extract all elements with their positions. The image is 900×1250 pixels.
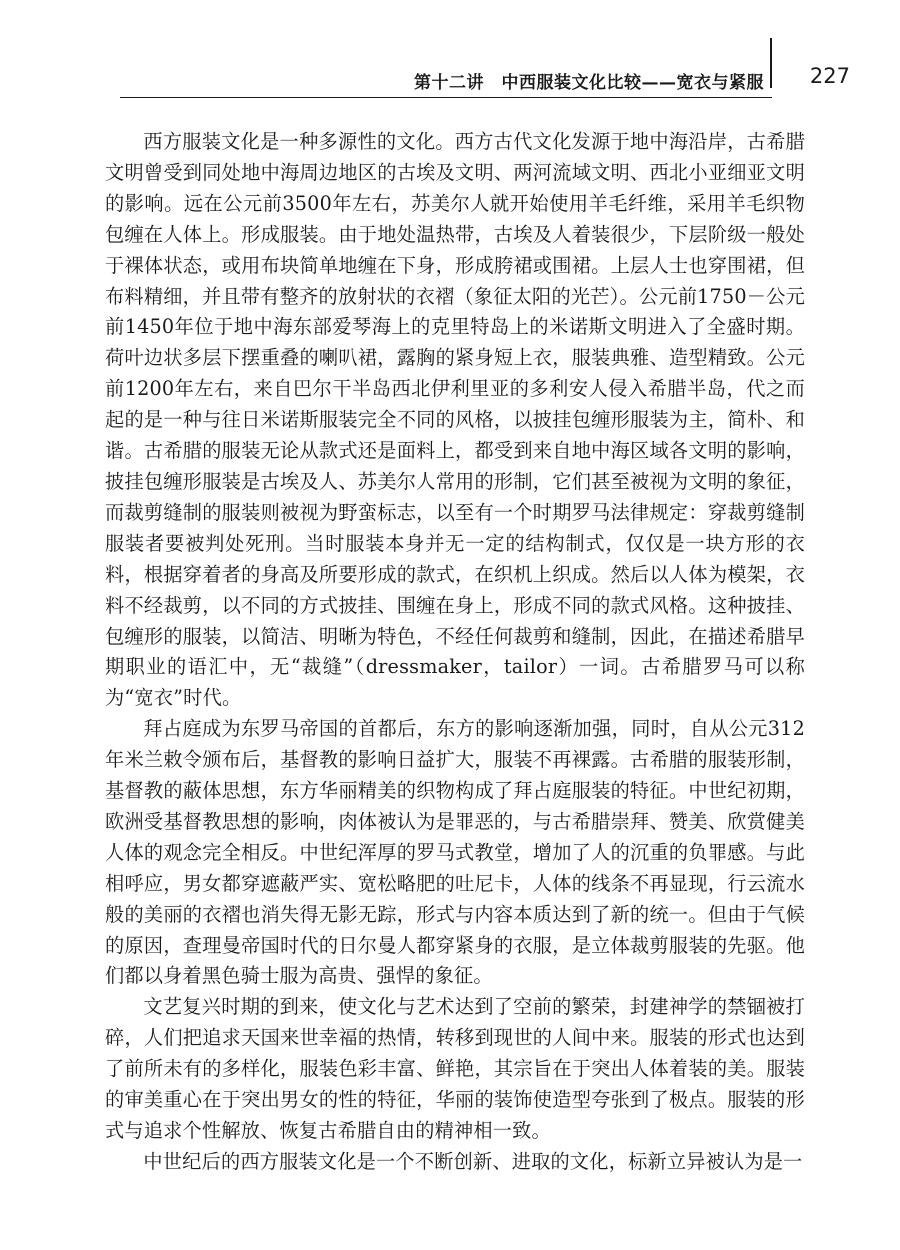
body-text xyxy=(105,127,805,1178)
paragraph-3: 文艺复兴时期的到来，使文化与艺术达到了空前的繁荣，封建神学的禁锢被打碎，人们把追求天国来世幸福的热情，转移到现世的人间中来。服装的形式也达到了前所未有的多样化，服装色彩丰富、鲜艳，其宗旨在于突出人体着装的美。服装的审美重心在于突出男女的性的特征，华丽的装饰使造型夸张到了极点。服装的形式与追求个性解放、恢复古希腊自由的精神相一致。 xyxy=(105,995,805,1142)
page-number: 227 xyxy=(809,64,850,88)
paragraph-1: 西方服装文化是一种多源性的文化。西方古代文化发源于地中海沿岸，古希腊文明曾受到同处地中海周边地区的古埃及文明、两河流域文明、西北小亚细亚文明的影响。远在公元前3500年左右，苏美尔人就开始使用羊毛纤维，采用羊毛织物包缠在人体上。形成服装。由于地处温热带，古埃及人着装很少，下层阶级一般处于裸体状态，或用布块简单地缠在下身，形成胯裙或围裙。上层人士也穿围裙，但布料精细，并且带有整齐的放射状的衣褶（象征太阳的光芒）。公元前1750－公元前1450年位于地中海东部爱琴海上的克里特岛上的米诺斯文明进入了全盛时期。荷叶边状多层下摆重叠的喇叭裙，露胸的紧身短上衣，服装典雅、造型精致。公元前1200年左右，来自巴尔干半岛西北伊利里亚的多利安人侵入希腊半岛，代之而起的是一种与往日米诺斯服装完全不同的风格，以披挂包缠形服装为主，简朴、和谐。古希腊的服装无论从款式还是面料上，都受到来自地中海区域各文明的影响，披挂包缠形服装是古埃及人、苏美尔人常用的形制，它们甚至被视为文明的象征，而裁剪缝制的服装则被视为野蛮标志，以至有一个时期罗马法律规定：穿裁剪缝制服装者要被判处死刑。当时服装本身并无一定的结构制式，仅仅是一块方形的衣料，根据穿着者的身高及所要形成的款式，在织机上织成。然后以人体为模架，衣料不经裁剪，以不同的方式披挂、围缠在身上，形成不同的款式风格。这种披挂、包缠形的服装，以简洁、明晰为特色，不经任何裁剪和缝制，因此，在描述希腊早期职业的语汇中，无“裁缝”（dressmaker，tailor）一词。古希腊罗马可以称为“宽衣”时代。 xyxy=(105,130,805,710)
paragraph-4: 中世纪后的西方服装文化是一个不断创新、进取的文化，标新立异被认为是一 xyxy=(143,1149,803,1173)
paragraph-2: 拜占庭成为东罗马帝国的首都后，东方的影响逐渐加强，同时，自从公元312年米兰敕令颁布后，基督教的影响日益扩大，服装不再裸露。古希腊的服装形制，基督教的蔽体思想，东方华丽精美的织物构成了拜占庭服装的特征。中世纪初期，欧洲受基督教思想的影响，肉体被认为是罪恶的，与古希腊崇拜、赞美、欣赏健美人体的观念完全相反。中世纪浑厚的罗马式教堂，增加了人的沉重的负罪感。与此相呼应，男女都穿遮蔽严实、宽松略肥的吐尼卡，人体的线条不再显现，行云流水般的美丽的衣褶也消失得无影无踪，形式与内容本质达到了新的统一。但由于气候的原因，查理曼帝国时代的日尔曼人都穿紧身的衣服，是立体裁剪服装的先驱。他们都以身着黑色骑士服为高贵、强悍的象征。 xyxy=(105,717,805,988)
running-head xyxy=(120,52,850,98)
chapter-title: 第十二讲 中西服装文化比较——宽衣与紧服 xyxy=(414,73,764,93)
header-rule xyxy=(120,97,772,98)
header-vertical-rule xyxy=(770,38,772,88)
